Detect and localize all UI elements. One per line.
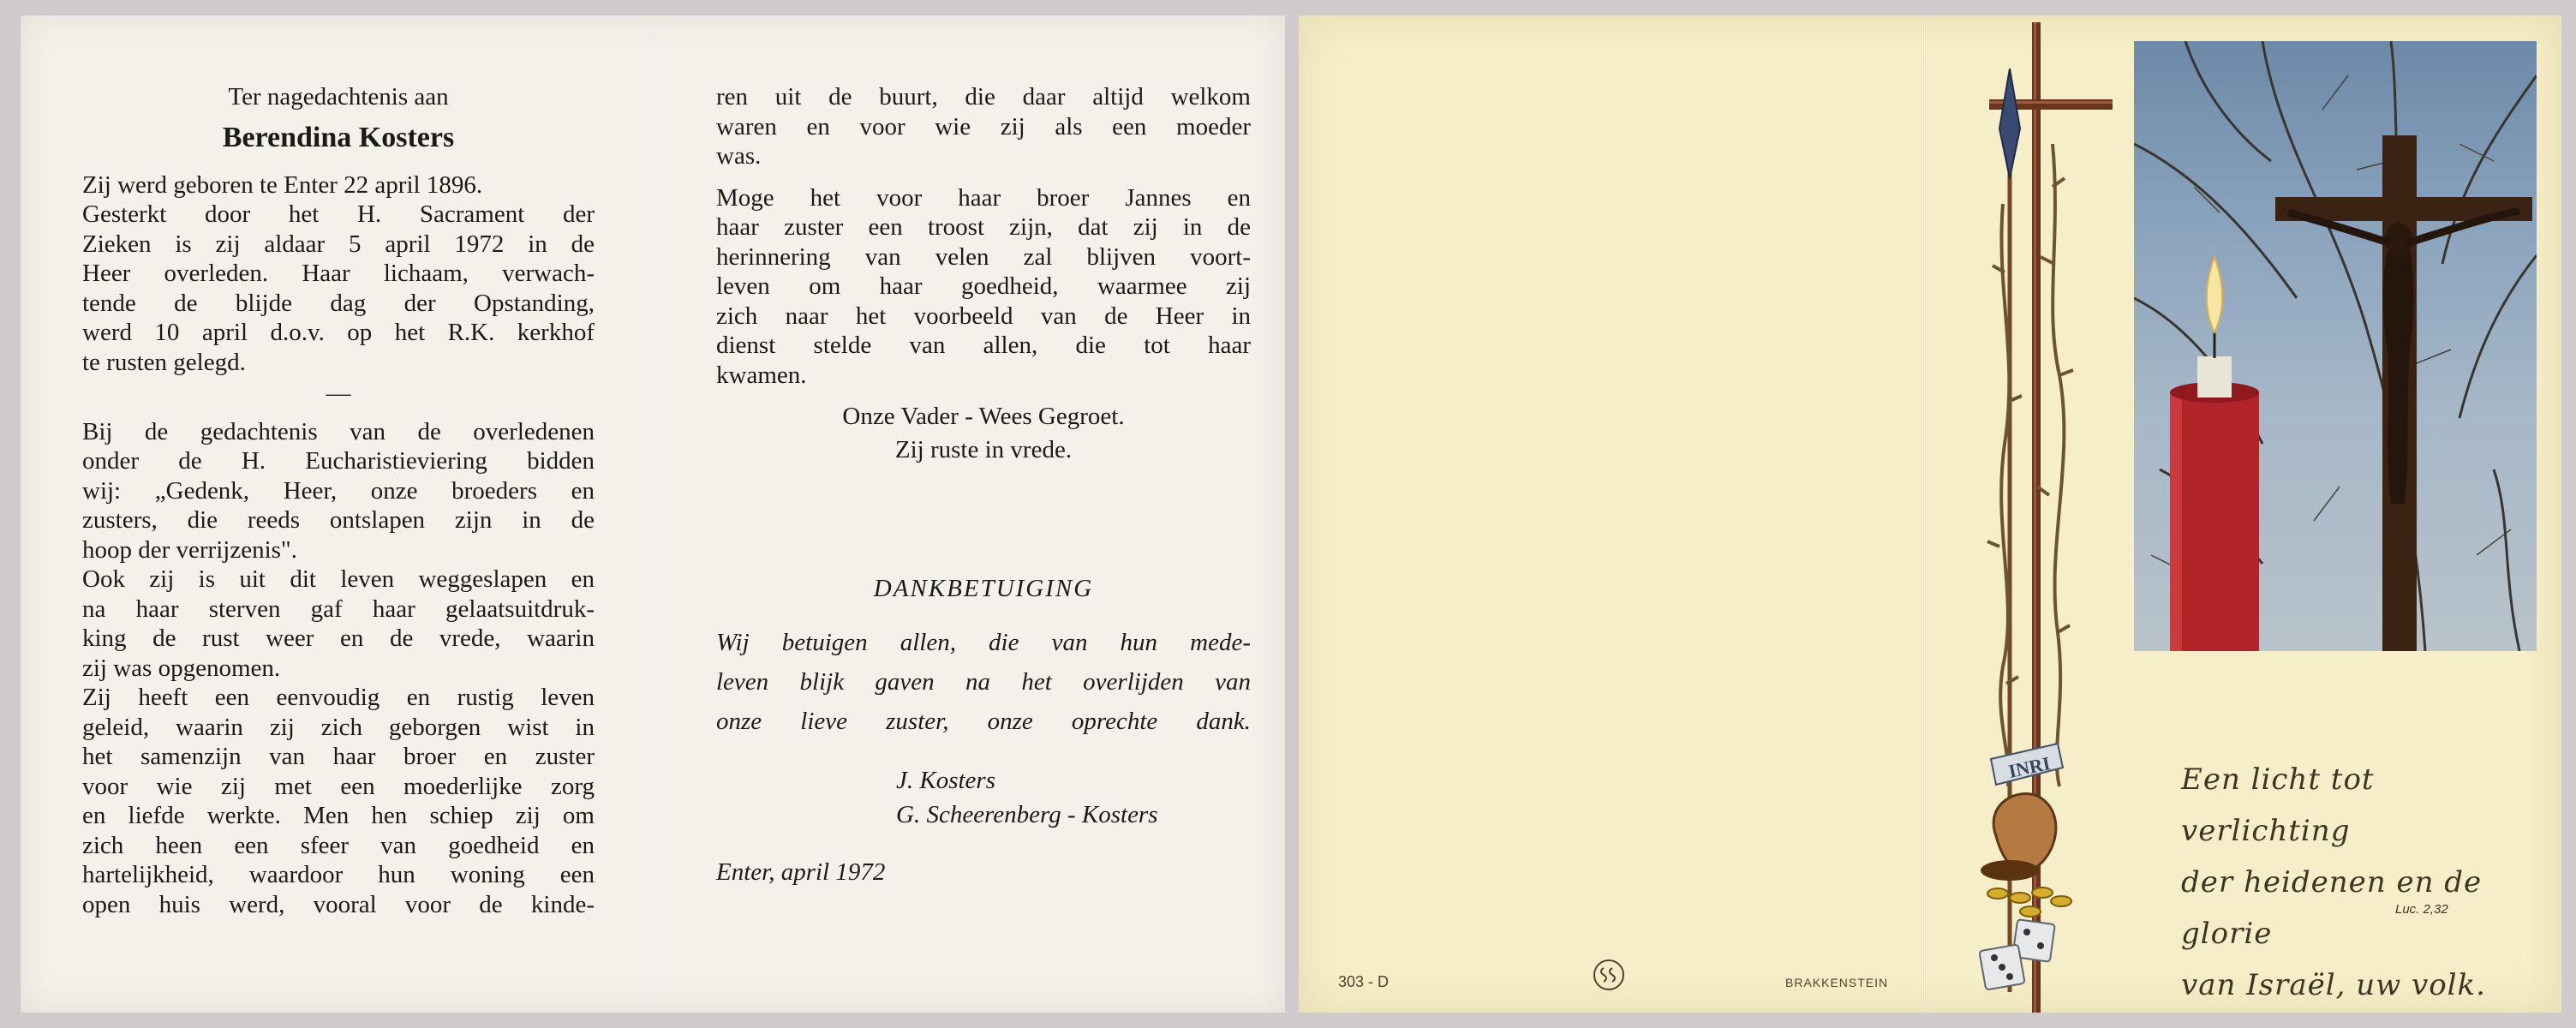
rest-in-peace: Zij ruste in vrede. [894, 435, 1073, 463]
text-line: en liefde werkte. Men hen schiep zij om [82, 802, 595, 829]
rest-paragraph [82, 565, 595, 683]
text-line: Zieken is zij aldaar 5 april 1972 in de [82, 230, 595, 258]
prayers-line: Onze Vader - Wees Gegroet. [842, 403, 1125, 430]
text-line: onder de H. Eucharistieviering bidden [82, 447, 595, 475]
card-code: 303 - D [1338, 973, 1390, 990]
inri-scroll-icon [1991, 744, 2063, 785]
place-date: Enter, april 1972 [716, 858, 886, 886]
text-line: voor wie zij met een moederlijke zorg [82, 772, 595, 800]
passion-cross-artwork [1958, 15, 2113, 1013]
text-line: tende de blijde dag der Opstanding, [82, 289, 595, 317]
thanks-paragraph [716, 623, 1251, 741]
text-line: open huis werd, vooral voor de kinde- [82, 890, 595, 918]
text-line: Bij de gedachtenis van de overledenen [82, 417, 595, 445]
inside-right-page [716, 82, 1251, 887]
continued-paragraph [716, 82, 1251, 171]
text-line: waren en voor wie zij als een moeder [716, 112, 1251, 140]
verse-reference: Luc. 2,32 [2395, 902, 2448, 917]
verse-line: Een licht tot verlichting [2181, 762, 2375, 848]
crucifix-icon [2275, 135, 2532, 651]
text-line: onze lieve zuster, onze oprechte dank. [716, 707, 1251, 735]
text-line: kwamen. [716, 361, 807, 389]
card-inside [21, 15, 1285, 1013]
text-line: Ook zij is uit dit leven weggeslapen en [82, 565, 595, 593]
text-line: Gesterkt door het H. Sacrament der [82, 200, 595, 228]
text-line: zich naar het voorbeeld van de Heer in [716, 302, 1251, 330]
verse-line: der heidenen en de glorie [2181, 865, 2483, 951]
dice-icon [1979, 919, 2054, 989]
candle-icon [2170, 257, 2259, 651]
text-line: hartelijkheid, waardoor hun woning een [82, 861, 595, 888]
text-line: herinnering van velen zal blijven voort- [716, 242, 1251, 271]
signatures [896, 763, 1251, 832]
text-line: king de rust weer en de vrede, waarin [82, 625, 595, 652]
card-outside [1299, 15, 2561, 1013]
text-line: dienst stelde van allen, die tot haar [716, 332, 1251, 359]
comfort-paragraph [716, 183, 1251, 391]
text-line: leven blijk gaven na het overlijden van [716, 667, 1251, 696]
text-line: was. [716, 142, 762, 170]
verse-line: van Israël, uw volk. [2181, 968, 2486, 1002]
deceased-name: Berendina Kosters [222, 121, 455, 153]
text-line: leven om haar goedheid, waarmee zij [716, 272, 1251, 300]
text-line: werd 10 april d.o.v. op het R.K. kerkhof [82, 319, 595, 346]
text-line: Wij betuigen allen, die van hun mede- [716, 628, 1251, 656]
publisher-name: BRAKKENSTEIN [1785, 976, 1889, 989]
crucifix-candle-photo [2134, 41, 2537, 651]
text-line: Heer overleden. Haar lichaam, verwach- [82, 260, 595, 287]
life-paragraph [82, 683, 595, 919]
text-line: wij: „Gedenk, Heer, onze broeders en [82, 476, 595, 505]
biography-paragraph [82, 170, 595, 378]
text-line: zich heen een sfeer van goedheid en [82, 831, 595, 859]
text-line: haar zuster een troost zijn, dat zij in de [716, 213, 1251, 241]
prayer-paragraph [82, 417, 595, 565]
crown-of-thorns-icon [1987, 144, 2073, 786]
text-line: hoop der verrijzenis". [82, 535, 298, 564]
card-fold-line [653, 15, 655, 1013]
text-line: Moge het voor haar broer Jannes en [716, 183, 1251, 212]
text-line: Zij werd geboren te Enter 22 april 1896. [82, 170, 483, 199]
memory-heading: Ter nagedachtenis aan [228, 83, 449, 111]
silver-coins-icon [1987, 888, 2071, 917]
text-line: zij was opgenomen. [82, 654, 281, 682]
publisher-logo-icon [1592, 958, 1626, 992]
text-line: ren uit de buurt, die daar altijd welkom [716, 83, 1251, 111]
signature-name: J. Kosters [896, 766, 995, 794]
text-line: na haar sterven gaf haar gelaatsuitdruk- [82, 595, 595, 623]
text-line: geleid, waarin zij zich geborgen wist in [82, 713, 595, 741]
text-line: het samenzijn van haar broer en zuster [82, 743, 595, 770]
inri-text: INRI [2006, 752, 2053, 782]
thanks-title: DANKBETUIGING [873, 575, 1094, 602]
section-separator: — [326, 380, 351, 407]
signature-name: G. Scheerenberg - Kosters [896, 800, 1158, 828]
text-line: zusters, die reeds ontslapen zijn in de [82, 506, 595, 534]
scripture-verse [2181, 754, 2507, 1011]
inside-left-page [82, 82, 595, 919]
card-fold-line [1923, 15, 1926, 1013]
text-line: Zij heeft een eenvoudig en rustig leven [82, 684, 595, 711]
purse-icon [1981, 794, 2056, 881]
text-line: te rusten gelegd. [82, 348, 246, 376]
